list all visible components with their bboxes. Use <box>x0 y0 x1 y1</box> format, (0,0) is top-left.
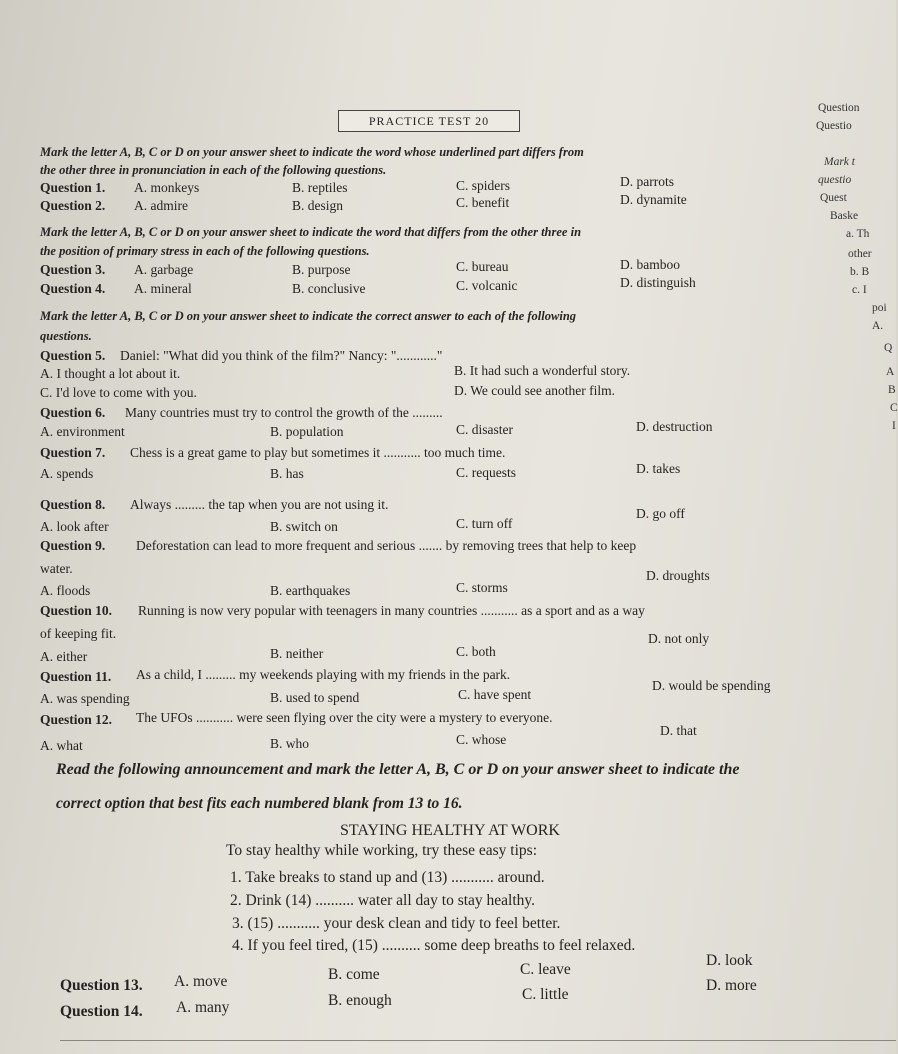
option-d: D. parrots <box>620 174 674 189</box>
question-label: Question 2. <box>40 198 106 213</box>
option-c: C. disaster <box>456 422 513 437</box>
edge-fragment: c. I <box>852 284 867 296</box>
option-c: C. spiders <box>456 178 510 193</box>
option-d: D. more <box>706 977 757 994</box>
question-label: Question 14. <box>60 1003 143 1020</box>
option-b: B. switch on <box>270 519 338 534</box>
option-c: C. both <box>456 644 496 659</box>
option-b: B. enough <box>328 992 392 1009</box>
option-a: A. what <box>40 738 83 753</box>
question-stem: Always ......... the tap when you are not using it. <box>130 497 389 512</box>
option-d: D. destruction <box>636 419 713 434</box>
instruction-reading-1: Read the following announcement and mark the letter A, B, C or D on your answer sheet to indicate the <box>56 761 740 778</box>
option-d: D. takes <box>636 461 681 476</box>
option-d: D. droughts <box>646 568 710 583</box>
option-d: D. not only <box>648 631 710 646</box>
instruction-grammar-1: Mark the letter A, B, C or D on your answer sheet to indicate the correct answer to each of the following <box>40 309 577 323</box>
option-d: D. go off <box>636 506 685 521</box>
passage-tip: 4. If you feel tired, (15) .......... some deep breaths to feel relaxed. <box>232 937 636 954</box>
passage-tip: 1. Take breaks to stand up and (13) ........... around. <box>230 869 545 886</box>
question-label: Question 13. <box>60 977 143 994</box>
question-label: Question 1. <box>40 180 106 195</box>
edge-fragment: Questio <box>816 120 852 132</box>
instruction-stress-2: the position of primary stress in each of the following questions. <box>40 244 370 258</box>
option-c: C. leave <box>520 961 571 978</box>
instruction-reading-2: correct option that best fits each numbered blank from 13 to 16. <box>56 795 463 812</box>
passage-tip: 2. Drink (14) .......... water all day to stay healthy. <box>230 892 536 909</box>
option-c: C. storms <box>456 580 508 595</box>
instruction-stress-1: Mark the letter A, B, C or D on your answer sheet to indicate the word that differs from the other three in <box>40 225 582 239</box>
option-b: B. design <box>292 198 344 213</box>
edge-fragment: poi <box>872 302 887 314</box>
option-c: C. benefit <box>456 195 510 210</box>
option-a: A. many <box>176 999 230 1016</box>
option-c: C. little <box>522 986 569 1003</box>
question-label: Question 12. <box>40 712 113 727</box>
option-d: D. We could see another film. <box>454 383 615 398</box>
option-b: B. neither <box>270 646 324 661</box>
option-a: A. was spending <box>40 691 130 706</box>
edge-fragment: a. Th <box>846 228 870 240</box>
edge-fragment: A. <box>872 320 884 332</box>
question-label: Question 7. <box>40 445 106 460</box>
option-a: A. garbage <box>134 262 194 277</box>
option-d: D. that <box>660 723 697 738</box>
question-stem: Chess is a great game to play but sometimes it ........... too much time. <box>130 445 506 460</box>
option-b: B. purpose <box>292 262 351 277</box>
option-b: B. population <box>270 424 344 439</box>
option-b: B. who <box>270 736 310 751</box>
option-c: C. turn off <box>456 516 513 531</box>
option-b: B. has <box>270 466 304 481</box>
option-b: B. reptiles <box>292 180 348 195</box>
question-label: Question 9. <box>40 538 106 553</box>
option-c: C. bureau <box>456 259 509 274</box>
option-d: D. distinguish <box>620 275 696 290</box>
option-a: A. environment <box>40 424 125 439</box>
question-stem: As a child, I ......... my weekends playing with my friends in the park. <box>136 667 511 682</box>
option-d: D. dynamite <box>620 192 687 207</box>
option-d: D. would be spending <box>652 678 771 693</box>
option-a: A. monkeys <box>134 180 200 195</box>
question-stem-continued: water. <box>40 561 73 576</box>
passage-tip: 3. (15) ........... your desk clean and tidy to feel better. <box>232 915 561 932</box>
option-c: C. have spent <box>458 687 532 702</box>
instruction-pronunciation-2: the other three in pronunciation in each of the following questions. <box>40 163 387 177</box>
question-label: Question 6. <box>40 405 106 420</box>
edge-fragment: A <box>886 366 895 378</box>
question-label: Question 3. <box>40 262 106 277</box>
question-stem: Many countries must try to control the growth of the ......... <box>125 405 443 420</box>
edge-fragment: Mark t <box>824 156 855 168</box>
option-d: D. bamboo <box>620 257 680 272</box>
option-c: C. requests <box>456 465 516 480</box>
question-stem: Deforestation can lead to more frequent and serious ....... by removing trees that help to keep <box>136 538 637 553</box>
question-label: Question 10. <box>40 603 113 618</box>
passage-title: STAYING HEALTHY AT WORK <box>340 822 560 839</box>
option-a: A. spends <box>40 466 94 481</box>
question-label: Question 8. <box>40 497 106 512</box>
adjacent-page-edge <box>812 100 896 480</box>
option-a: A. move <box>174 973 228 990</box>
option-b: B. used to spend <box>270 690 360 705</box>
option-a: A. admire <box>134 198 188 213</box>
option-a: A. I thought a lot about it. <box>40 366 181 381</box>
edge-fragment: Q <box>884 342 893 354</box>
question-stem: Running is now very popular with teenagers in many countries ........... as a sport and as a way <box>138 603 645 618</box>
option-c: C. whose <box>456 732 507 747</box>
passage-intro: To stay healthy while working, try these easy tips: <box>226 842 538 859</box>
option-b: B. conclusive <box>292 281 366 296</box>
option-b: B. earthquakes <box>270 583 351 598</box>
edge-fragment: C <box>890 402 898 414</box>
instruction-grammar-2: questions. <box>40 329 92 343</box>
edge-fragment: Baske <box>830 210 859 222</box>
option-a: A. mineral <box>134 281 192 296</box>
question-label: Question 5. <box>40 348 106 363</box>
question-stem: The UFOs ........... were seen flying over the city were a mystery to everyone. <box>136 710 553 725</box>
edge-fragment: B <box>888 384 896 396</box>
edge-fragment: questio <box>818 174 852 186</box>
question-label: Question 4. <box>40 281 106 296</box>
question-stem: Daniel: "What did you think of the film?" Nancy: "............" <box>120 348 443 363</box>
option-c: C. volcanic <box>456 278 518 293</box>
edge-fragment: b. B <box>850 266 870 278</box>
instruction-pronunciation-1: Mark the letter A, B, C or D on your answer sheet to indicate the word whose underlined part differs from <box>40 145 584 159</box>
option-b: B. It had such a wonderful story. <box>454 363 631 378</box>
option-c: C. I'd love to come with you. <box>40 385 197 400</box>
edge-fragment: other <box>848 248 872 260</box>
edge-fragment: I <box>892 420 896 432</box>
question-stem-continued: of keeping fit. <box>40 626 117 641</box>
option-b: B. come <box>328 966 380 983</box>
edge-fragment: Question <box>818 102 860 114</box>
option-d: D. look <box>706 952 753 969</box>
option-a: A. floods <box>40 583 91 598</box>
page-title: PRACTICE TEST 20 <box>338 110 520 132</box>
option-a: A. either <box>40 649 88 664</box>
page-bottom-rule <box>60 1040 896 1041</box>
edge-fragment: Quest <box>820 192 847 204</box>
option-a: A. look after <box>40 519 109 534</box>
question-label: Question 11. <box>40 669 112 684</box>
